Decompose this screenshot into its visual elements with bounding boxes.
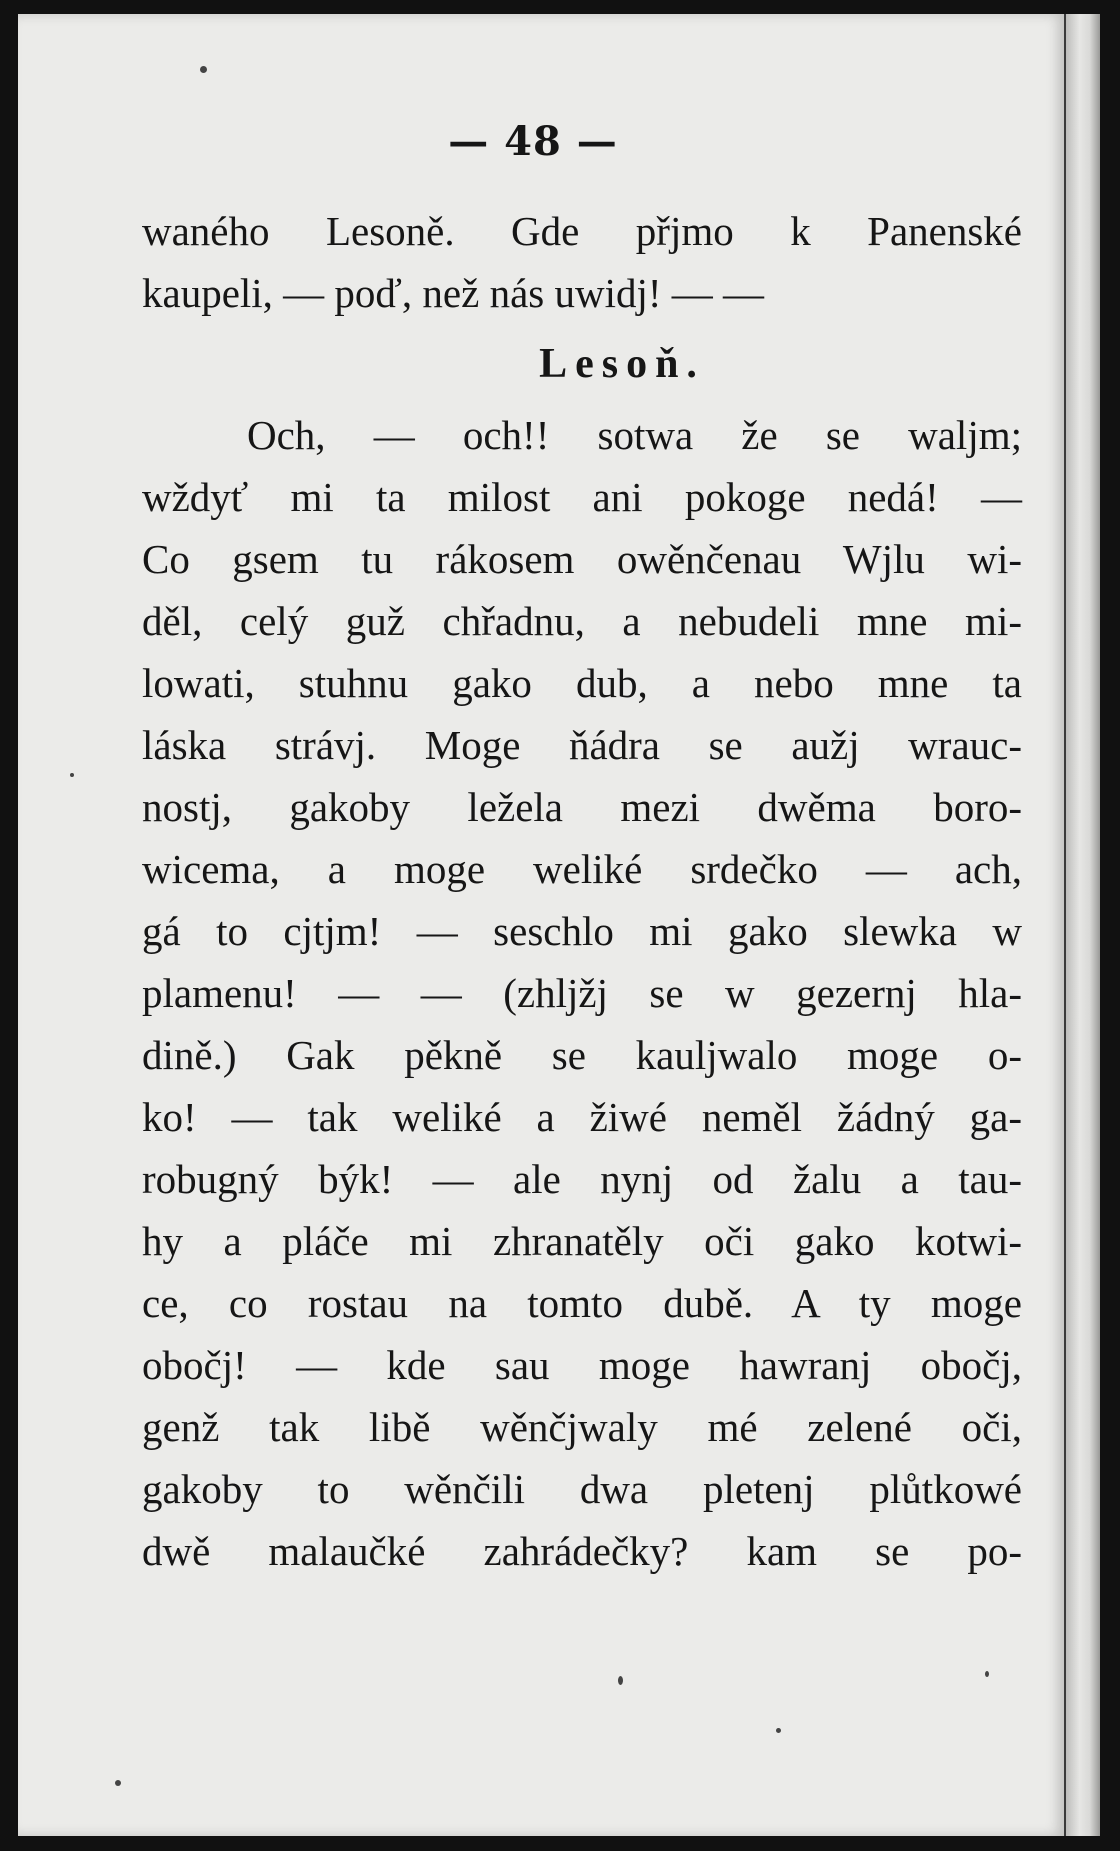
text-line: ce, co rostau na tomto dubě. A ty moge bbox=[142, 1280, 1022, 1326]
paper-speck bbox=[985, 1671, 989, 1677]
text-line: wždyť mi ta milost ani pokoge nedá! — bbox=[142, 474, 1022, 520]
text-line: genž tak libě wěnčjwaly mé zelené oči, bbox=[142, 1404, 1022, 1450]
text-line: nostj, gakoby ležela mezi dwěma boro- bbox=[142, 784, 1022, 830]
text-line: děl, celý guž chřadnu, a nebudeli mne mi- bbox=[142, 598, 1022, 644]
text-line: gá to cjtjm! — seschlo mi gako slewka w bbox=[142, 908, 1022, 954]
text-line: obočj! — kde sau moge hawranj obočj, bbox=[142, 1342, 1022, 1388]
page-number-header: — 48 — bbox=[448, 118, 618, 165]
text-line: robugný býk! — ale nynj od žalu a tau- bbox=[142, 1156, 1022, 1202]
text-line: Co gsem tu rákosem owěnčenau Wjlu wi- bbox=[142, 536, 1022, 582]
text-line: ko! — tak weliké a žiwé neměl žádný ga- bbox=[142, 1094, 1022, 1140]
paper-speck bbox=[115, 1780, 121, 1786]
text-line: dině.) Gak pěkně se kauljwalo moge o- bbox=[142, 1032, 1022, 1078]
paper-speck bbox=[776, 1728, 781, 1733]
text-line: gakoby to wěnčili dwa pletenj plůtkowé bbox=[142, 1466, 1022, 1512]
paper-speck bbox=[200, 66, 207, 73]
text-line: plamenu! — — (zhljžj se w gezernj hla- bbox=[142, 970, 1022, 1016]
page-text-block bbox=[142, 200, 1022, 1582]
text-line: láska strávj. Moge ňádra se aužj wrauc- bbox=[142, 722, 1022, 768]
paper-speck bbox=[70, 773, 74, 777]
text-line: lowati, stuhnu gako dub, a nebo mne ta bbox=[142, 660, 1022, 706]
paper-speck bbox=[618, 1676, 623, 1685]
text-line: kaupeli, — poď, než nás uwidj! — — bbox=[142, 270, 765, 316]
text-line: waného Lesoně. Gde přjmo k Panenské bbox=[142, 208, 1022, 254]
text-line: hy a pláče mi zhranatěly oči gako kotwi- bbox=[142, 1218, 1022, 1264]
next-page-edge bbox=[1066, 14, 1100, 1836]
speaker-name: Lesoň. bbox=[539, 341, 705, 387]
text-line: wicema, a moge weliké srdečko — ach, bbox=[142, 846, 1022, 892]
text-line: Och, — och!! sotwa že se waljm; bbox=[247, 412, 1022, 458]
text-line: dwě malaučké zahrádečky? kam se po- bbox=[142, 1528, 1022, 1574]
